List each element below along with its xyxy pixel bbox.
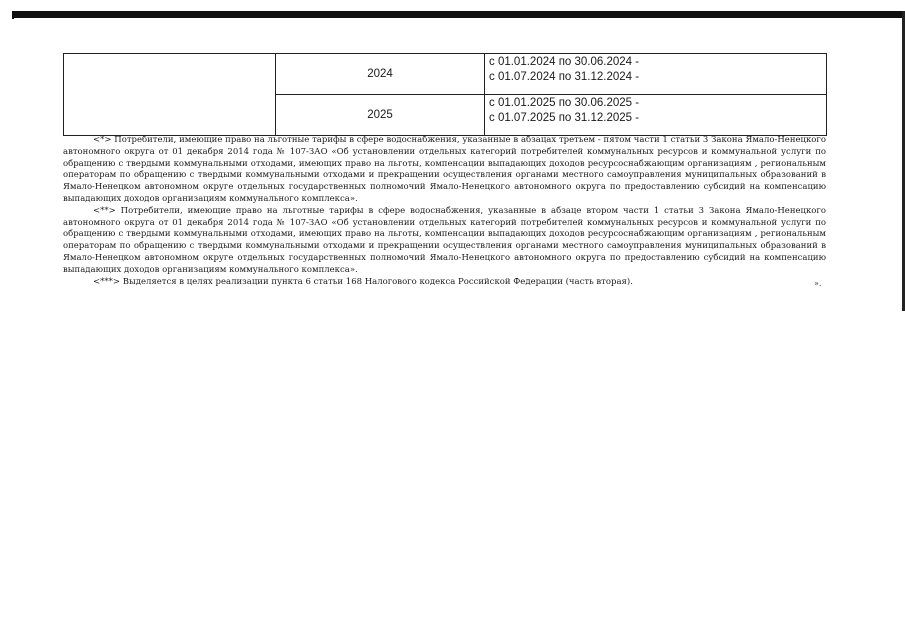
scan-top-border <box>12 11 905 18</box>
period-line: с 01.01.2024 по 30.06.2024 - <box>489 56 640 68</box>
footnote-3: <***> Выделяется в целях реализации пункта 6 статьи 168 Налогового кодекса Российской Федерации (часть вторая). <box>93 276 633 287</box>
year-cell: 2025 <box>276 95 485 136</box>
empty-category-cell <box>64 54 276 136</box>
footnotes <box>63 135 826 288</box>
period-line: с 01.01.2025 по 30.06.2025 - <box>489 97 640 109</box>
period-cell <box>485 54 827 95</box>
footnote-2: <**> Потребители, имеющие право на льготные тарифы в сфере водоснабжения, указанные в абзаце втором части 1 статьи 3 Закона Ямало-Ненецкого автономного округа от 01 декабря 2014 года № 107-ЗАО «Об установлении отдельных категорий потребителей коммунальных ресурсов и коммунальной услуги по обращению с твердыми коммунальными отходами, имеющих право на льготы, компенсации выпадающих доходов ресурсоснабжающим организациям , региональным операторам по обращению с твердыми коммунальными отходами и прекращении осуществления органами местного самоуправления муниципальных образований в Ямало-Ненецком автономном округе отдельных государственных полномочий Ямало-Ненецкого автономного округа по предоставлению субсидий на компенсацию выпадающих доходов организациям коммунального комплекса». <box>63 205 826 275</box>
footnote-1: <*> Потребители, имеющие право на льготные тарифы в сфере водоснабжения, указанные в абзацах третьем - пятом части 1 статьи 3 Закона Ямало-Ненецкого автономного округа от 01 декабря 2014 года № 107-ЗАО «Об установлении отдельных категорий потребителей коммунальных ресурсов и коммунальной услуги по обращению с твердыми коммунальными отходами, имеющих право на льготы, компенсации выпадающих доходов ресурсоснабжающим организациям , региональным операторам по обращению с твердыми коммунальными отходами и прекращении осуществления органами местного самоуправления муниципальных образований в Ямало-Ненецком автономном округе отдельных государственных полномочий Ямало-Ненецкого автономного округа по предоставлению субсидий на компенсацию выпадающих доходов организациям коммунального комплекса». <box>63 135 826 204</box>
closing-quote-mark: ». <box>814 279 822 288</box>
scan-left-edge <box>12 11 14 19</box>
period-line: с 01.07.2025 по 31.12.2025 - <box>489 112 640 124</box>
period-cell <box>485 95 827 136</box>
period-line: с 01.07.2024 по 31.12.2024 - <box>489 71 640 83</box>
tariff-table <box>63 53 827 136</box>
table-row <box>64 54 827 95</box>
year-cell: 2024 <box>276 54 485 95</box>
